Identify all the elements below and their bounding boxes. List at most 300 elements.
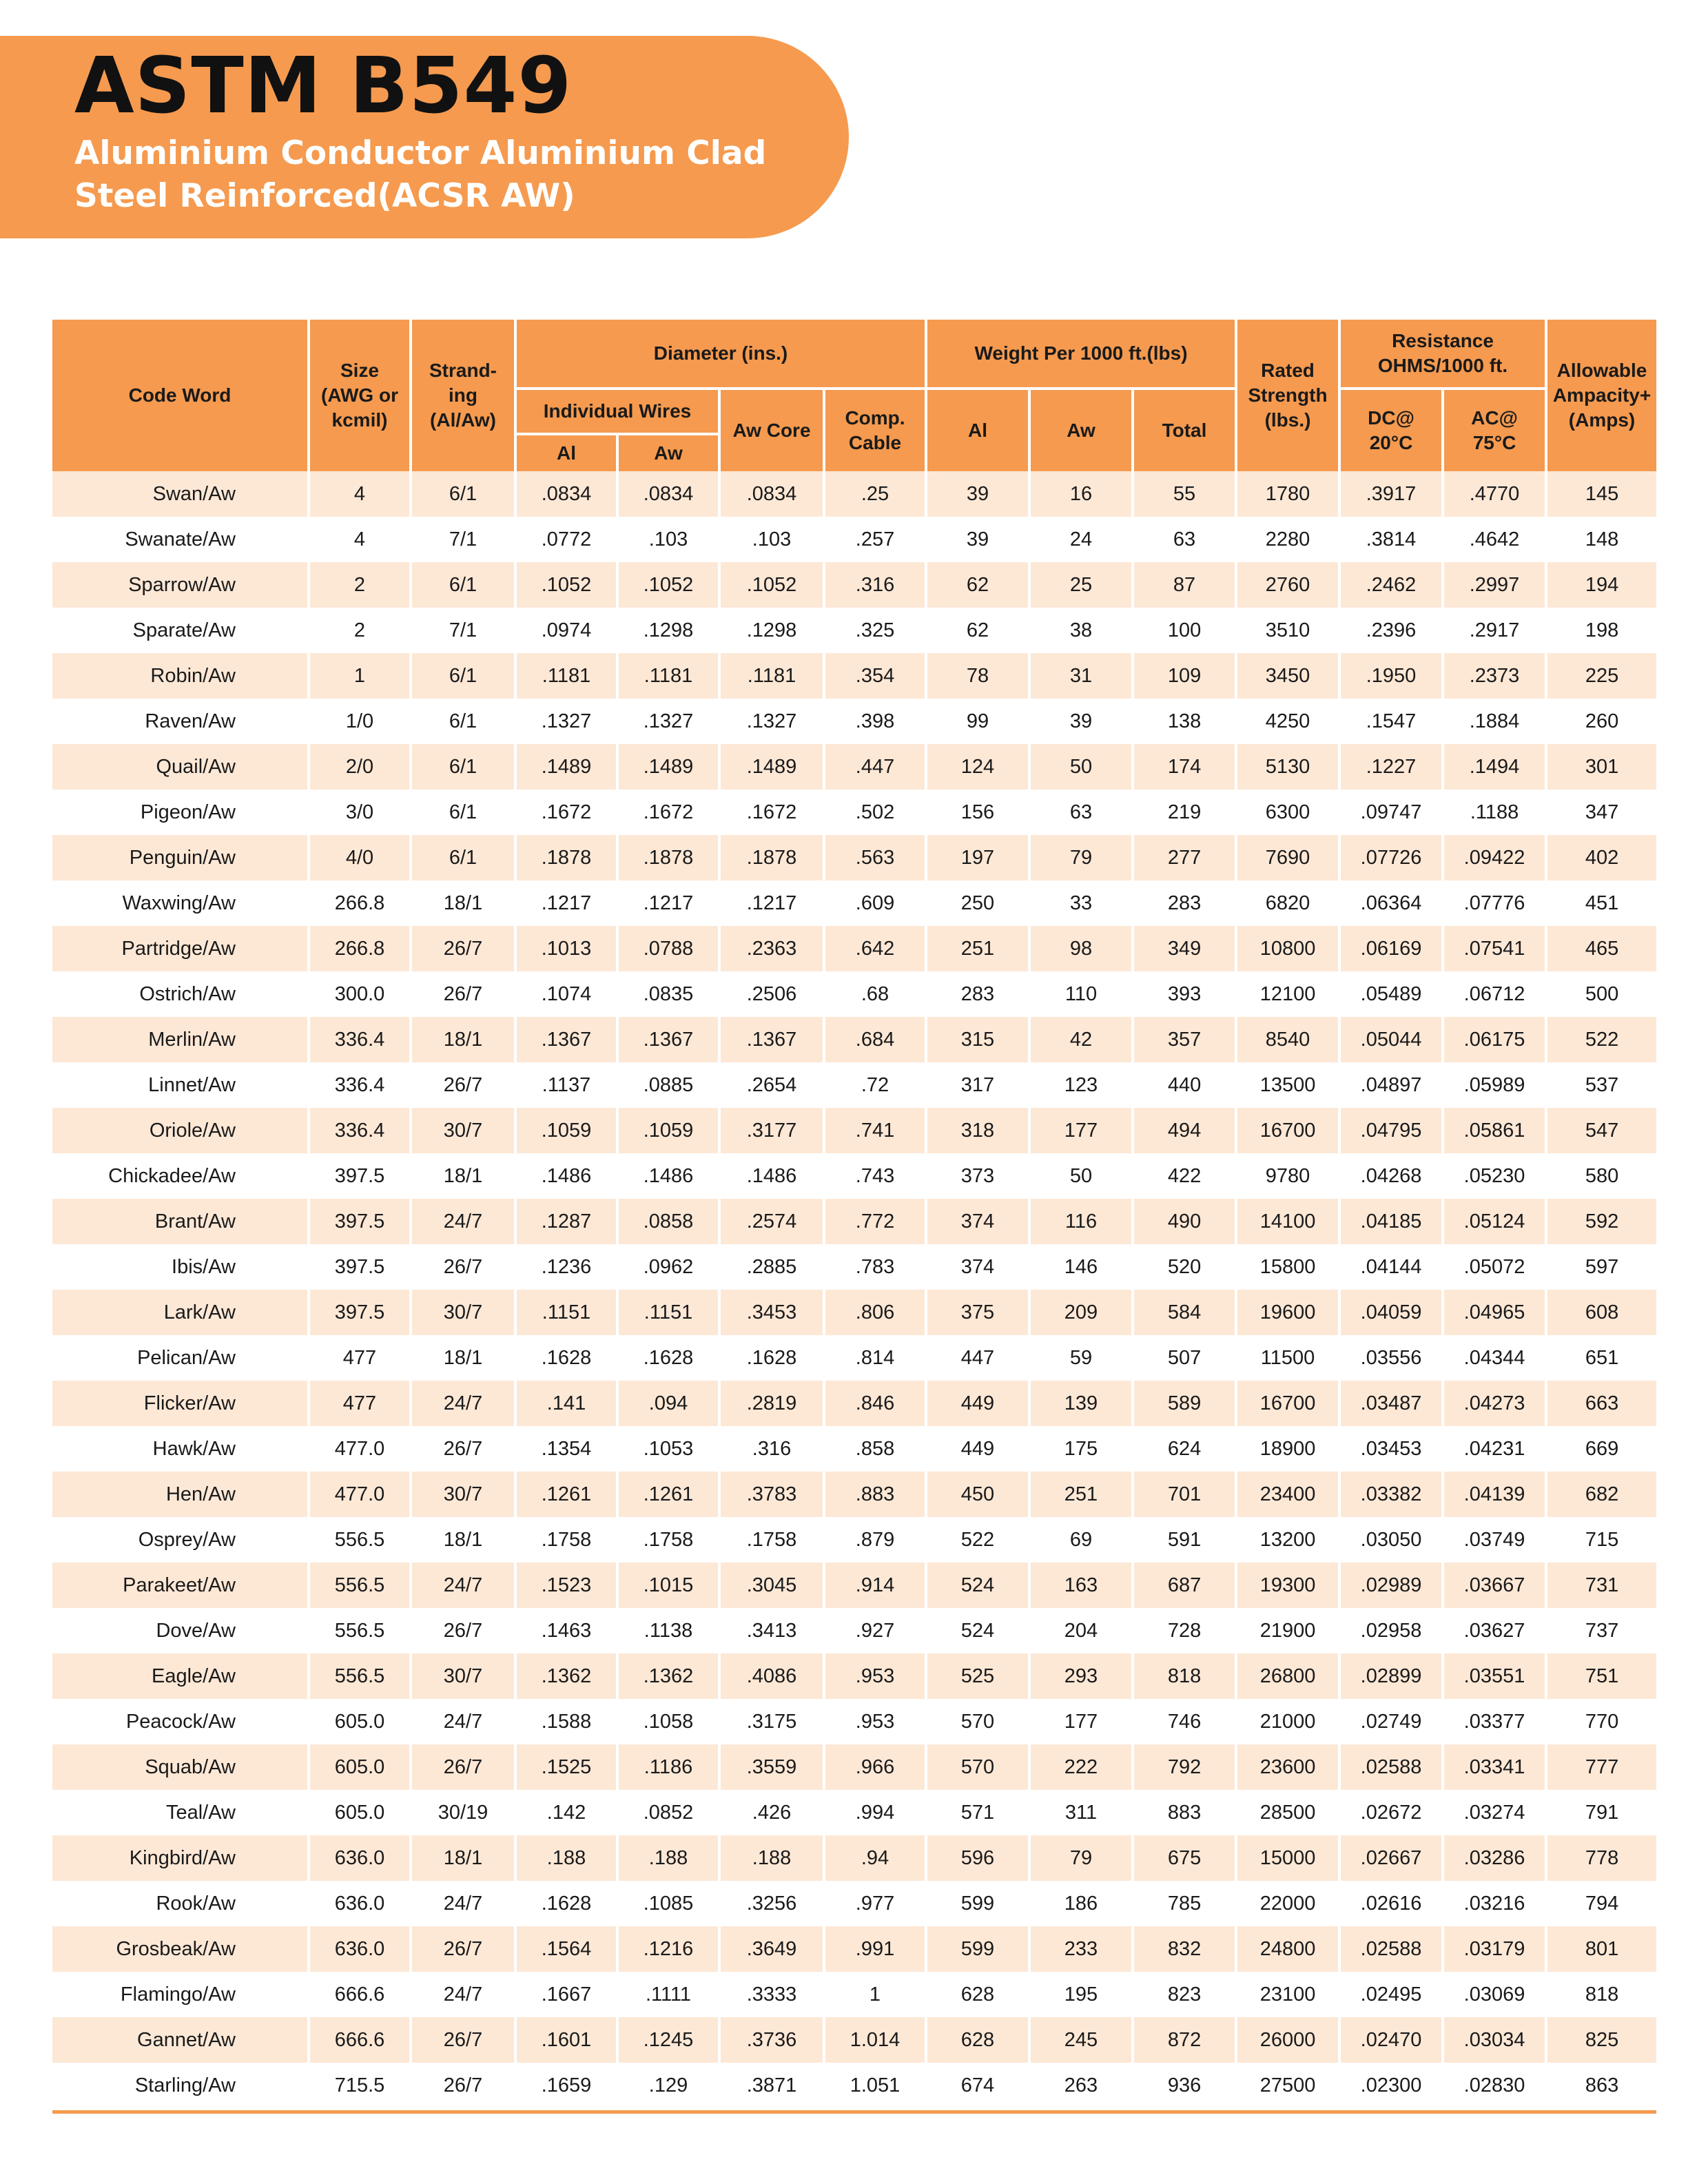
ac-resistance-cell: .03341: [1444, 1744, 1547, 1790]
ampacity-cell: 522: [1547, 1017, 1656, 1062]
dc-resistance-cell: .2396: [1341, 608, 1444, 653]
comp-cable-cell: .879: [825, 1517, 927, 1563]
weight-aw-cell: 139: [1031, 1381, 1134, 1426]
dc-resistance-cell: .03487: [1341, 1381, 1444, 1426]
weight-al-cell: 674: [927, 2063, 1031, 2108]
weight-al-cell: 596: [927, 1835, 1031, 1881]
code-word-cell: Lark/Aw: [52, 1290, 310, 1335]
dc-resistance-cell: .05489: [1341, 971, 1444, 1017]
size-cell: 266.8: [310, 926, 412, 971]
dc-resistance-cell: .02588: [1341, 1744, 1444, 1790]
table-row: [52, 1881, 1656, 1926]
table-row: [52, 835, 1656, 880]
rated-strength-cell: 9780: [1237, 1153, 1341, 1199]
ac-resistance-cell: .4642: [1444, 517, 1547, 562]
comp-cable-cell: .966: [825, 1744, 927, 1790]
ampacity-cell: 818: [1547, 1972, 1656, 2017]
weight-total-cell: 357: [1134, 1017, 1237, 1062]
weight-total-cell: 591: [1134, 1517, 1237, 1563]
weight-aw-cell: 204: [1031, 1608, 1134, 1653]
diameter-al-cell: .1672: [517, 790, 619, 835]
rated-strength-cell: 28500: [1237, 1790, 1341, 1835]
table-row: [52, 1199, 1656, 1244]
rated-strength-cell: 27500: [1237, 2063, 1341, 2108]
size-cell: 336.4: [310, 1017, 412, 1062]
dc-resistance-cell: .02667: [1341, 1835, 1444, 1881]
code-word-cell: Oriole/Aw: [52, 1108, 310, 1153]
diameter-al-cell: .1137: [517, 1062, 619, 1108]
header-weight-total: Total: [1134, 390, 1237, 471]
table-row: [52, 1835, 1656, 1881]
weight-al-cell: 628: [927, 2017, 1031, 2063]
dc-resistance-cell: .02672: [1341, 1790, 1444, 1835]
code-word-cell: Ibis/Aw: [52, 1244, 310, 1290]
ac-resistance-cell: .07541: [1444, 926, 1547, 971]
ac-resistance-cell: .05072: [1444, 1244, 1547, 1290]
weight-aw-cell: 116: [1031, 1199, 1134, 1244]
weight-total-cell: 823: [1134, 1972, 1237, 2017]
table-row: [52, 562, 1656, 608]
table-row: [52, 1472, 1656, 1517]
ampacity-cell: 863: [1547, 2063, 1656, 2108]
size-cell: 605.0: [310, 1744, 412, 1790]
ampacity-cell: 592: [1547, 1199, 1656, 1244]
size-cell: 397.5: [310, 1199, 412, 1244]
diameter-aw-cell: .0835: [619, 971, 721, 1017]
ampacity-cell: 580: [1547, 1153, 1656, 1199]
ac-resistance-cell: .09422: [1444, 835, 1547, 880]
code-word-cell: Parakeet/Aw: [52, 1563, 310, 1608]
aw-core-cell: .2885: [721, 1244, 825, 1290]
table-row: [52, 1926, 1656, 1972]
dc-resistance-cell: .02616: [1341, 1881, 1444, 1926]
aw-core-cell: .316: [721, 1426, 825, 1472]
code-word-cell: Merlin/Aw: [52, 1017, 310, 1062]
weight-al-cell: 374: [927, 1199, 1031, 1244]
diameter-aw-cell: .1758: [619, 1517, 721, 1563]
weight-total-cell: 87: [1134, 562, 1237, 608]
comp-cable-cell: .642: [825, 926, 927, 971]
stranding-cell: 30/19: [412, 1790, 517, 1835]
ampacity-cell: 451: [1547, 880, 1656, 926]
table-row: [52, 1563, 1656, 1608]
ampacity-cell: 682: [1547, 1472, 1656, 1517]
code-word-cell: Grosbeak/Aw: [52, 1926, 310, 1972]
weight-aw-cell: 251: [1031, 1472, 1134, 1517]
aw-core-cell: .3736: [721, 2017, 825, 2063]
code-word-cell: Chickadee/Aw: [52, 1153, 310, 1199]
ac-resistance-cell: .05861: [1444, 1108, 1547, 1153]
weight-total-cell: 883: [1134, 1790, 1237, 1835]
code-word-cell: Quail/Aw: [52, 744, 310, 790]
diameter-al-cell: .1059: [517, 1108, 619, 1153]
stranding-cell: 6/1: [412, 835, 517, 880]
dc-resistance-cell: .02749: [1341, 1699, 1444, 1744]
diameter-aw-cell: .0885: [619, 1062, 721, 1108]
weight-total-cell: 63: [1134, 517, 1237, 562]
diameter-al-cell: .0974: [517, 608, 619, 653]
size-cell: 397.5: [310, 1290, 412, 1335]
weight-aw-cell: 98: [1031, 926, 1134, 971]
comp-cable-cell: .68: [825, 971, 927, 1017]
weight-al-cell: 317: [927, 1062, 1031, 1108]
code-word-cell: Rook/Aw: [52, 1881, 310, 1926]
weight-al-cell: 62: [927, 608, 1031, 653]
ac-resistance-cell: .4770: [1444, 471, 1547, 517]
ampacity-cell: 597: [1547, 1244, 1656, 1290]
code-word-cell: Sparrow/Aw: [52, 562, 310, 608]
ac-resistance-cell: .04139: [1444, 1472, 1547, 1517]
table-row: [52, 1744, 1656, 1790]
dc-resistance-cell: .05044: [1341, 1017, 1444, 1062]
ac-resistance-cell: .05124: [1444, 1199, 1547, 1244]
ampacity-cell: 145: [1547, 471, 1656, 517]
weight-al-cell: 375: [927, 1290, 1031, 1335]
diameter-al-cell: .1074: [517, 971, 619, 1017]
size-cell: 336.4: [310, 1108, 412, 1153]
weight-total-cell: 792: [1134, 1744, 1237, 1790]
dc-resistance-cell: .07726: [1341, 835, 1444, 880]
ampacity-cell: 225: [1547, 653, 1656, 699]
aw-core-cell: .1327: [721, 699, 825, 744]
aw-core-cell: .3871: [721, 2063, 825, 2108]
dc-resistance-cell: .04144: [1341, 1244, 1444, 1290]
comp-cable-cell: .858: [825, 1426, 927, 1472]
weight-aw-cell: 38: [1031, 608, 1134, 653]
table-row: [52, 971, 1656, 1017]
stranding-cell: 6/1: [412, 562, 517, 608]
aw-core-cell: .3559: [721, 1744, 825, 1790]
weight-aw-cell: 123: [1031, 1062, 1134, 1108]
diameter-aw-cell: .1362: [619, 1653, 721, 1699]
header-individual-wires: Individual Wires: [517, 390, 721, 435]
diameter-aw-cell: .1298: [619, 608, 721, 653]
ac-resistance-cell: .1188: [1444, 790, 1547, 835]
size-cell: 1/0: [310, 699, 412, 744]
rated-strength-cell: 23600: [1237, 1744, 1341, 1790]
diameter-aw-cell: .0852: [619, 1790, 721, 1835]
stranding-cell: 26/7: [412, 2063, 517, 2108]
ac-resistance-cell: .02830: [1444, 2063, 1547, 2108]
rated-strength-cell: 14100: [1237, 1199, 1341, 1244]
table-row: [52, 1062, 1656, 1108]
weight-aw-cell: 177: [1031, 1108, 1134, 1153]
header-rated-strength: Rated Strength (lbs.): [1237, 320, 1341, 471]
stranding-cell: 30/7: [412, 1290, 517, 1335]
ac-resistance-cell: .1494: [1444, 744, 1547, 790]
aw-core-cell: .1486: [721, 1153, 825, 1199]
weight-total-cell: 589: [1134, 1381, 1237, 1426]
diameter-al-cell: .1564: [517, 1926, 619, 1972]
weight-al-cell: 570: [927, 1699, 1031, 1744]
rated-strength-cell: 4250: [1237, 699, 1341, 744]
comp-cable-cell: .684: [825, 1017, 927, 1062]
stranding-cell: 7/1: [412, 608, 517, 653]
diameter-al-cell: .1628: [517, 1881, 619, 1926]
weight-aw-cell: 311: [1031, 1790, 1134, 1835]
comp-cable-cell: .977: [825, 1881, 927, 1926]
size-cell: 300.0: [310, 971, 412, 1017]
rated-strength-cell: 6300: [1237, 790, 1341, 835]
stranding-cell: 18/1: [412, 1517, 517, 1563]
size-cell: 636.0: [310, 1881, 412, 1926]
weight-total-cell: 393: [1134, 971, 1237, 1017]
size-cell: 715.5: [310, 2063, 412, 2108]
weight-al-cell: 447: [927, 1335, 1031, 1381]
comp-cable-cell: 1.014: [825, 2017, 927, 2063]
rated-strength-cell: 2760: [1237, 562, 1341, 608]
size-cell: 636.0: [310, 1926, 412, 1972]
rated-strength-cell: 18900: [1237, 1426, 1341, 1472]
ampacity-cell: 731: [1547, 1563, 1656, 1608]
code-word-cell: Dove/Aw: [52, 1608, 310, 1653]
diameter-aw-cell: .094: [619, 1381, 721, 1426]
ampacity-cell: 402: [1547, 835, 1656, 880]
ampacity-cell: 794: [1547, 1881, 1656, 1926]
comp-cable-cell: .354: [825, 653, 927, 699]
ac-resistance-cell: .03034: [1444, 2017, 1547, 2063]
weight-al-cell: 78: [927, 653, 1031, 699]
diameter-al-cell: .1659: [517, 2063, 619, 2108]
table-row: [52, 744, 1656, 790]
size-cell: 4/0: [310, 835, 412, 880]
weight-al-cell: 156: [927, 790, 1031, 835]
weight-al-cell: 374: [927, 1244, 1031, 1290]
weight-aw-cell: 163: [1031, 1563, 1134, 1608]
weight-total-cell: 440: [1134, 1062, 1237, 1108]
diameter-aw-cell: .1327: [619, 699, 721, 744]
code-word-cell: Partridge/Aw: [52, 926, 310, 971]
weight-al-cell: 524: [927, 1563, 1031, 1608]
size-cell: 477: [310, 1381, 412, 1426]
aw-core-cell: .1181: [721, 653, 825, 699]
aw-core-cell: .3175: [721, 1699, 825, 1744]
weight-total-cell: 109: [1134, 653, 1237, 699]
aw-core-cell: .1672: [721, 790, 825, 835]
weight-aw-cell: 263: [1031, 2063, 1134, 2108]
header-resistance: Resistance OHMS/1000 ft.: [1341, 320, 1547, 390]
stranding-cell: 6/1: [412, 699, 517, 744]
dc-resistance-cell: .02495: [1341, 1972, 1444, 2017]
table-row: [52, 926, 1656, 971]
ac-resistance-cell: .03627: [1444, 1608, 1547, 1653]
weight-al-cell: 197: [927, 835, 1031, 880]
ampacity-cell: 301: [1547, 744, 1656, 790]
weight-total-cell: 494: [1134, 1108, 1237, 1153]
weight-al-cell: 124: [927, 744, 1031, 790]
comp-cable-cell: .883: [825, 1472, 927, 1517]
specification-table: [52, 320, 1656, 2108]
page-title: ASTM B549: [74, 41, 573, 131]
ac-resistance-cell: .03274: [1444, 1790, 1547, 1835]
dc-resistance-cell: .03050: [1341, 1517, 1444, 1563]
comp-cable-cell: .814: [825, 1335, 927, 1381]
weight-al-cell: 318: [927, 1108, 1031, 1153]
aw-core-cell: .188: [721, 1835, 825, 1881]
table-row: [52, 1653, 1656, 1699]
weight-al-cell: 628: [927, 1972, 1031, 2017]
comp-cable-cell: .563: [825, 835, 927, 880]
weight-total-cell: 349: [1134, 926, 1237, 971]
table-row: [52, 1335, 1656, 1381]
table-row: [52, 790, 1656, 835]
weight-aw-cell: 175: [1031, 1426, 1134, 1472]
diameter-aw-cell: .1015: [619, 1563, 721, 1608]
dc-resistance-cell: .02899: [1341, 1653, 1444, 1699]
ampacity-cell: 465: [1547, 926, 1656, 971]
weight-aw-cell: 79: [1031, 1835, 1134, 1881]
rated-strength-cell: 16700: [1237, 1381, 1341, 1426]
diameter-al-cell: .0834: [517, 471, 619, 517]
weight-aw-cell: 110: [1031, 971, 1134, 1017]
ampacity-cell: 500: [1547, 971, 1656, 1017]
dc-resistance-cell: .1547: [1341, 699, 1444, 744]
table-row: [52, 1244, 1656, 1290]
weight-aw-cell: 177: [1031, 1699, 1134, 1744]
dc-resistance-cell: .3814: [1341, 517, 1444, 562]
weight-aw-cell: 31: [1031, 653, 1134, 699]
table-row: [52, 608, 1656, 653]
stranding-cell: 18/1: [412, 880, 517, 926]
weight-aw-cell: 146: [1031, 1244, 1134, 1290]
ac-resistance-cell: .04344: [1444, 1335, 1547, 1381]
code-word-cell: Pelican/Aw: [52, 1335, 310, 1381]
ac-resistance-cell: .04965: [1444, 1290, 1547, 1335]
diameter-aw-cell: .1216: [619, 1926, 721, 1972]
comp-cable-cell: .609: [825, 880, 927, 926]
aw-core-cell: .1298: [721, 608, 825, 653]
size-cell: 2/0: [310, 744, 412, 790]
stranding-cell: 6/1: [412, 790, 517, 835]
size-cell: 336.4: [310, 1062, 412, 1108]
dc-resistance-cell: .02588: [1341, 1926, 1444, 1972]
stranding-cell: 26/7: [412, 1926, 517, 1972]
ampacity-cell: 547: [1547, 1108, 1656, 1153]
diameter-aw-cell: .1085: [619, 1881, 721, 1926]
ac-resistance-cell: .03286: [1444, 1835, 1547, 1881]
size-cell: 605.0: [310, 1699, 412, 1744]
weight-total-cell: 219: [1134, 790, 1237, 835]
header-dc-resistance: DC@ 20°C: [1341, 390, 1444, 471]
diameter-al-cell: .1217: [517, 880, 619, 926]
size-cell: 605.0: [310, 1790, 412, 1835]
ampacity-cell: 148: [1547, 517, 1656, 562]
size-cell: 556.5: [310, 1563, 412, 1608]
ampacity-cell: 669: [1547, 1426, 1656, 1472]
aw-core-cell: .1628: [721, 1335, 825, 1381]
dc-resistance-cell: .02470: [1341, 2017, 1444, 2063]
weight-aw-cell: 39: [1031, 699, 1134, 744]
size-cell: 636.0: [310, 1835, 412, 1881]
diameter-aw-cell: .1217: [619, 880, 721, 926]
ac-resistance-cell: .03749: [1444, 1517, 1547, 1563]
rated-strength-cell: 3510: [1237, 608, 1341, 653]
header-ac-resistance: AC@ 75°C: [1444, 390, 1547, 471]
weight-aw-cell: 233: [1031, 1926, 1134, 1972]
code-word-cell: Penguin/Aw: [52, 835, 310, 880]
ampacity-cell: 198: [1547, 608, 1656, 653]
comp-cable-cell: .447: [825, 744, 927, 790]
dc-resistance-cell: .3917: [1341, 471, 1444, 517]
comp-cable-cell: .846: [825, 1381, 927, 1426]
stranding-cell: 24/7: [412, 1881, 517, 1926]
aw-core-cell: .1758: [721, 1517, 825, 1563]
ampacity-cell: 825: [1547, 2017, 1656, 2063]
aw-core-cell: .2506: [721, 971, 825, 1017]
rated-strength-cell: 2280: [1237, 517, 1341, 562]
size-cell: 556.5: [310, 1653, 412, 1699]
diameter-aw-cell: .103: [619, 517, 721, 562]
header-aw-core: Aw Core: [721, 390, 825, 471]
diameter-aw-cell: .0858: [619, 1199, 721, 1244]
diameter-al-cell: .1327: [517, 699, 619, 744]
dc-resistance-cell: .03556: [1341, 1335, 1444, 1381]
table-row: [52, 1153, 1656, 1199]
rated-strength-cell: 12100: [1237, 971, 1341, 1017]
ac-resistance-cell: .2997: [1444, 562, 1547, 608]
ampacity-cell: 737: [1547, 1608, 1656, 1653]
size-cell: 2: [310, 562, 412, 608]
rated-strength-cell: 3450: [1237, 653, 1341, 699]
rated-strength-cell: 7690: [1237, 835, 1341, 880]
diameter-al-cell: .1601: [517, 2017, 619, 2063]
weight-aw-cell: 25: [1031, 562, 1134, 608]
table-row: [52, 1426, 1656, 1472]
diameter-aw-cell: .0788: [619, 926, 721, 971]
comp-cable-cell: .927: [825, 1608, 927, 1653]
stranding-cell: 7/1: [412, 517, 517, 562]
diameter-aw-cell: .188: [619, 1835, 721, 1881]
diameter-al-cell: .1151: [517, 1290, 619, 1335]
diameter-al-cell: .1486: [517, 1153, 619, 1199]
dc-resistance-cell: .04185: [1341, 1199, 1444, 1244]
size-cell: 2: [310, 608, 412, 653]
code-word-cell: Robin/Aw: [52, 653, 310, 699]
weight-aw-cell: 186: [1031, 1881, 1134, 1926]
aw-core-cell: .3045: [721, 1563, 825, 1608]
ampacity-cell: 777: [1547, 1744, 1656, 1790]
diameter-al-cell: .188: [517, 1835, 619, 1881]
size-cell: 4: [310, 471, 412, 517]
header-weight-al: Al: [927, 390, 1031, 471]
stranding-cell: 26/7: [412, 971, 517, 1017]
weight-aw-cell: 245: [1031, 2017, 1134, 2063]
code-word-cell: Sparate/Aw: [52, 608, 310, 653]
stranding-cell: 24/7: [412, 1563, 517, 1608]
aw-core-cell: .103: [721, 517, 825, 562]
stranding-cell: 18/1: [412, 1835, 517, 1881]
weight-aw-cell: 24: [1031, 517, 1134, 562]
aw-core-cell: .0834: [721, 471, 825, 517]
rated-strength-cell: 21000: [1237, 1699, 1341, 1744]
code-word-cell: Kingbird/Aw: [52, 1835, 310, 1881]
ac-resistance-cell: .04231: [1444, 1426, 1547, 1472]
code-word-cell: Gannet/Aw: [52, 2017, 310, 2063]
weight-aw-cell: 293: [1031, 1653, 1134, 1699]
rated-strength-cell: 21900: [1237, 1608, 1341, 1653]
stranding-cell: 26/7: [412, 1062, 517, 1108]
aw-core-cell: .3177: [721, 1108, 825, 1153]
size-cell: 666.6: [310, 1972, 412, 2017]
dc-resistance-cell: .1950: [1341, 653, 1444, 699]
diameter-aw-cell: .0962: [619, 1244, 721, 1290]
stranding-cell: 26/7: [412, 2017, 517, 2063]
aw-core-cell: .3333: [721, 1972, 825, 2017]
table-row: [52, 1517, 1656, 1563]
rated-strength-cell: 22000: [1237, 1881, 1341, 1926]
weight-al-cell: 570: [927, 1744, 1031, 1790]
table-row: [52, 1290, 1656, 1335]
